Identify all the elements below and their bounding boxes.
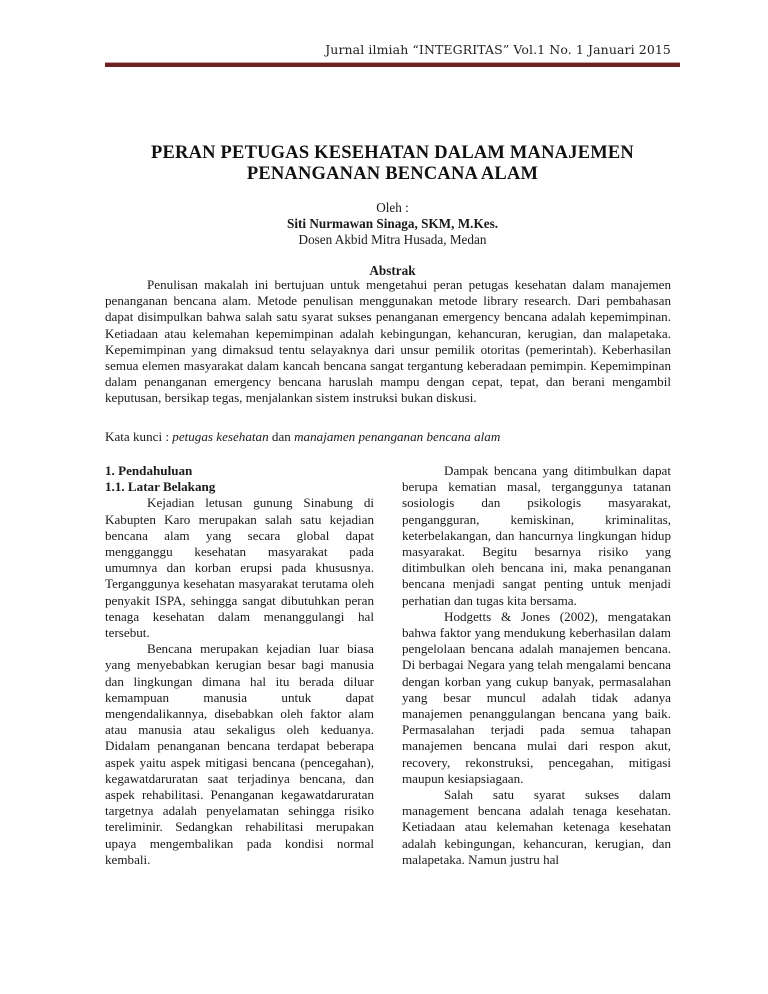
abstract-heading: Abstrak (369, 263, 416, 278)
body-paragraph: Hodgetts & Jones (2002), mengatakan bahwa faktor yang mendukung keberhasilan dalam pengelolaan bencana adalah manajemen bencana. Di berbagai Negara yang telah mengalami bencana dengan korban yang cukup banyak, permasalahan yang besar muncul adalah tidak adanya manajemen penanggulangan bencana yang baik. Permasalahan terjadi pada semua tahapan manajemen bencana mulai dari respon akut, recovery, rekonstruksi, pencegahan, mitigasi maupun kesiapsiagaan. (402, 608, 671, 786)
keyword-2: manajamen penanganan bencana alam (294, 429, 501, 444)
keywords-connector: dan (268, 429, 295, 444)
abstract-body (105, 277, 671, 407)
title-line-2: PENANGANAN BENCANA ALAM (246, 164, 539, 184)
keywords (105, 429, 671, 445)
keyword-1: petugas kesehatan (172, 429, 269, 444)
author-name: Siti Nurmawan Sinaga, SKM, M.Kes. (286, 216, 498, 231)
left-column (105, 463, 374, 868)
abstract-text: Penulisan makalah ini bertujuan untuk mengetahui peran petugas kesehatan dalam manajemen penanganan bencana alam. Metode penulisan menggunakan metode library research. Dari pembahasan dapat disimpulkan bahwa salah satu syarat sukses penanganan emergency bencana adalah kepemimpinan. Ketiadaan atau kelemahan kepemimpinan adalah kebingungan, kehancuran, kerugian, dan malapetaka. Kepemimpinan yang dimaksud tentu selayaknya dari unsur pemilik otoritas (pemerintah). Keberhasilan semua elemen masyarakat dalam kancah bencana sangat tergantung keberadaan pemimpin. Kepemimpinan dalam penanganan emergency bencana haruslah mampu dengan cepat, tepat, dan berani mengambil keputusan, bersikap tegas, menjalankan sistem instruksi bukan diskusi. (105, 277, 671, 406)
keywords-label: Kata kunci : (105, 429, 173, 444)
section-heading: 1. Pendahuluan (105, 463, 193, 478)
header-rule (105, 62, 680, 67)
by-label: Oleh : (376, 200, 409, 215)
body-paragraph: Kejadian letusan gunung Sinabung di Kabupten Karo merupakan salah satu kejadian bencana alam yang secara global dapat mengganggu kesehatan masyarakat pada umumnya dan korban erupsi pada khususnya. Terganggunya kesehatan masyarakat terutama oleh penyakit ISPA, sehingga sangat dibutuhkan peran tenaga kesehatan dalam menanggulangi hal tersebut. (105, 495, 374, 641)
header-rule-thick (105, 63, 680, 67)
article-title (105, 143, 680, 185)
title-line-1: PERAN PETUGAS KESEHATAN DALAM MANAJEMEN (151, 143, 634, 163)
author-affiliation: Dosen Akbid Mitra Husada, Medan (298, 232, 487, 247)
running-header: Jurnal ilmiah “INTEGRITAS” Vol.1 No. 1 Januari 2015 (325, 42, 671, 57)
body-paragraph: Dampak bencana yang ditimbulkan dapat berupa kematian masal, terganggunya tatanan sosiologis dan psikologis masyarakat, pengangguran, kemiskinan, kriminalitas, keterbelakangan, dan hancurnya lingkungan hidup masyarakat. Begitu besarnya risiko yang ditimbulkan oleh bencana ini, maka penanganan bencana menjadi sangat penting untuk menjadi perhatian dan tugas kita bersama. (402, 463, 671, 608)
body-paragraph: Bencana merupakan kejadian luar biasa yang menyebabkan kerugian besar bagi manusia dan lingkungan dimana hal itu berada diluar kemampuan manusia untuk dapat mengendalikannya, disebabkan oleh faktor alam atau manusia atau sekaligus oleh keduanya. Didalam penanganan bencana terdapat beberapa aspek yaitu aspek mitigasi bencana (pencegahan), kegawatdaruratan saat terjadinya bencana, dan aspek rehabilitasi. Penanganan kegawatdaruratan targetnya adalah penyelamatan sehingga risiko tereliminir. Sedangkan rehabilitasi merupakan upaya mengembalikan pada kondisi normal kembali. (105, 641, 374, 867)
subsection-heading: 1.1. Latar Belakang (105, 479, 216, 495)
byline (105, 200, 680, 248)
right-column (402, 463, 671, 868)
body-paragraph: Salah satu syarat sukses dalam management bencana adalah tenaga kesehatan. Ketiadaan atau kelemahan ketenaga kesehatan adalah kebingungan, kehancuran, kerugian, dan malapetaka. Namun justru hal (402, 787, 671, 867)
